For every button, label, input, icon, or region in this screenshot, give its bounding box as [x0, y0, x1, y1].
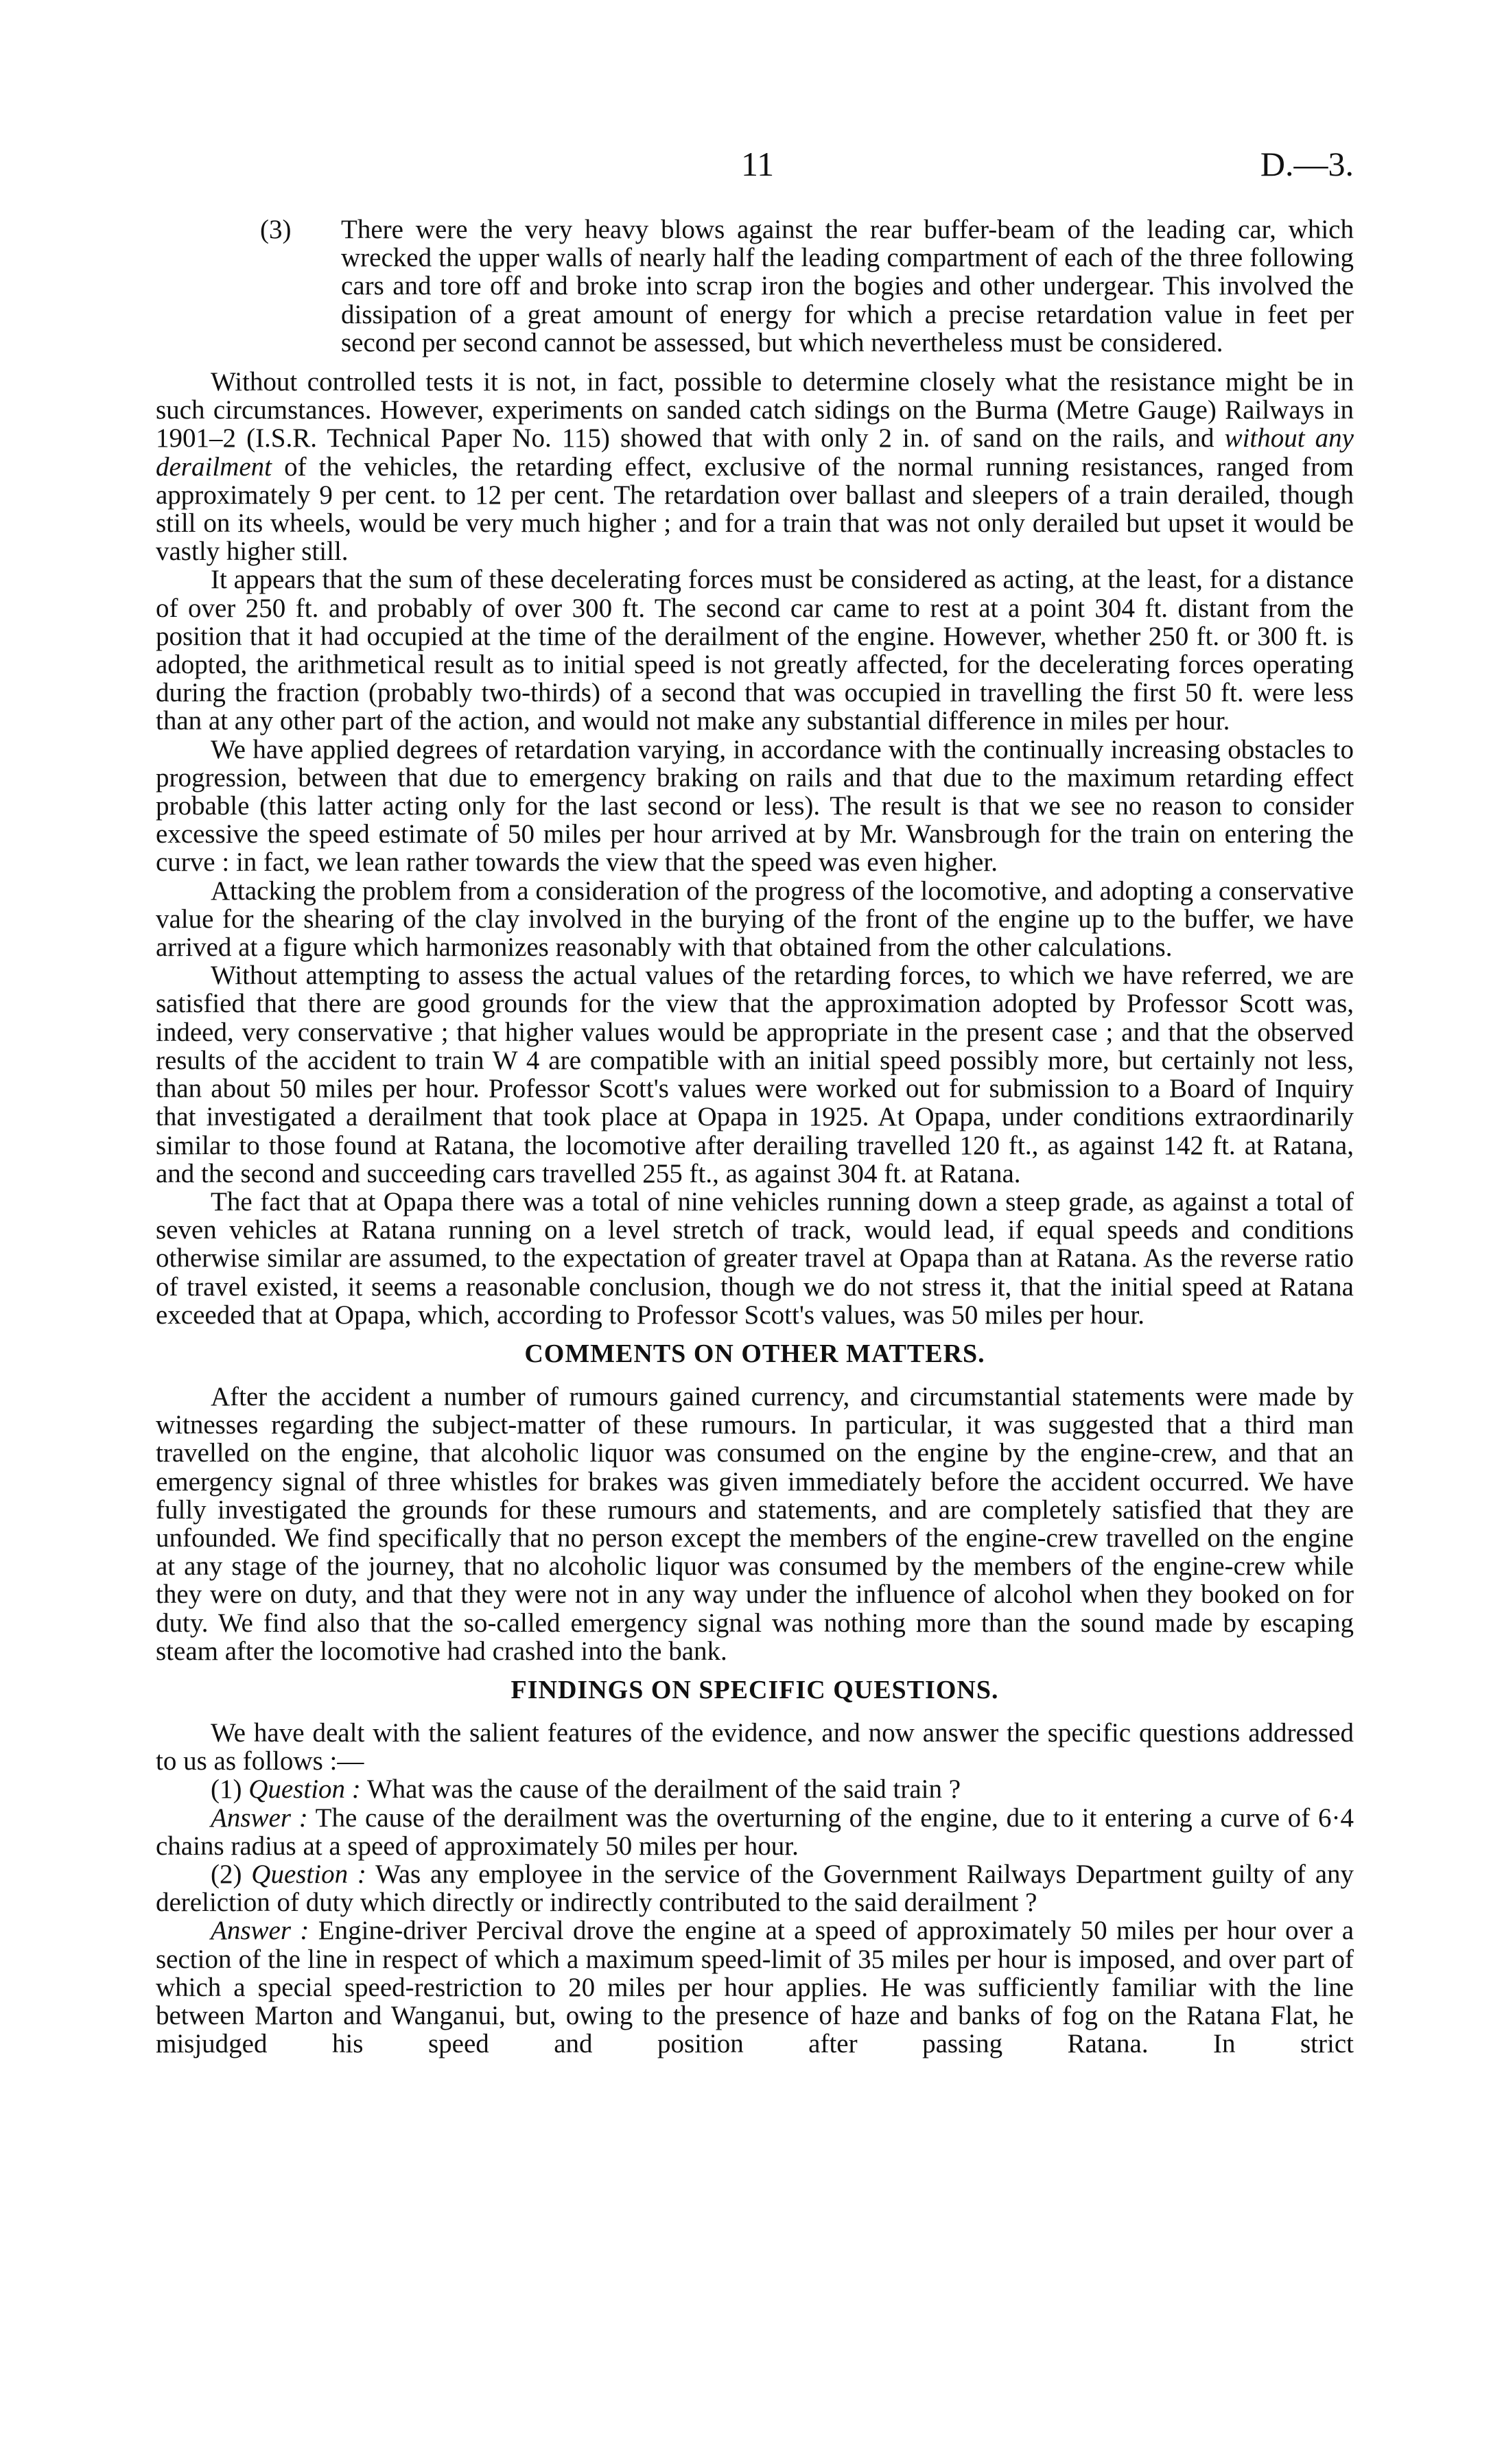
answer-2: [156, 1916, 1354, 2058]
italic-text: without any derailment: [156, 423, 1354, 482]
list-item-3: [156, 215, 1354, 357]
question-text: Was any employee in the service of the Government Railways Department guilty of any dereliction of duty which directly or indirectly contributed to the said derailment ?: [156, 1859, 1354, 1918]
question-number: (1): [211, 1774, 249, 1805]
paragraph: The fact that at Opapa there was a total of nine vehicles running down a steep grade, as against a total of seven vehicles at Ratana running on a level stretch of track, would lead, if equal speeds and conditions otherwise similar are assumed, to the expectation of greater travel at Opapa than at Ratana. As the reverse ratio of travel existed, it seems a reasonable conclusion, though we do not stress it, that the initial speed at Ratana exceeded that at Opapa, which, according to Professor Scott's values, was 50 miles per hour.: [156, 1186, 1354, 1330]
paragraph: We have dealt with the salient features of the evidence, and now answer the specific questions addressed to us as follows :—: [156, 1717, 1354, 1776]
paragraph: After the accident a number of rumours gained currency, and circumstantial statements were made by witnesses regarding the subject-matter of these rumours. In particular, it was suggested that a third man travelled on the engine, that alcoholic liquor was consumed on the engine by the engine-crew, and that an emergency signal of three whistles for brakes was given immediately before the accident occurred. We have fully investigated the grounds for these rumours and statements, and are completely satisfied that they are unfounded. We find specifically that no person except the members of the engine-crew travelled on the engine at any stage of the journey, that no alcoholic liquor was consumed by the members of the engine-crew while they were on duty, and that they were not in any way under the influence of alcohol when they booked on for duty. We find also that the so-called emergency signal was nothing more than the sound made by escaping steam after the locomotive had crashed into the bank.: [156, 1381, 1354, 1666]
question-label: Question :: [251, 1859, 366, 1889]
answer-text: The cause of the derailment was the overturning of the engine, due to it entering a curve of 6·4 chains radius at a speed of approximately 50 miles per hour.: [156, 1803, 1354, 1861]
list-item-label: (3): [260, 215, 292, 244]
paragraph: [156, 368, 1354, 565]
document-reference: D.—3.: [1260, 145, 1354, 183]
page-header: [0, 144, 1491, 185]
paragraph: Attacking the problem from a consideration of the progress of the locomotive, and adopting a conservative value for the shearing of the clay involved in the burying of the front of the engine up to the buffer, we have arrived at a figure which harmonizes reasonably with that obtained from the other calculations.: [156, 876, 1354, 963]
question-label: Question :: [248, 1774, 361, 1805]
answer-label: Answer :: [211, 1803, 308, 1833]
question-text: What was the cause of the derailment of the said train ?: [360, 1774, 961, 1805]
paragraph-text: of the vehicles, the retarding effect, exclusive of the normal running resistances, ranged from approximately 9 per cent. to 12 per cent. The retardation over ballast and sleepers of a train derailed, though still on its wheels, would be very much higher ; and for a train that was not only derailed but upset it would be vastly higher still.: [156, 451, 1354, 567]
paragraph: We have applied degrees of retardation varying, in accordance with the continually increasing obstacles to progression, between that due to emergency braking on rails and that due to the maximum retarding effect probable (this latter acting only for the last second or less). The result is that we see no reason to consider excessive the speed estimate of 50 miles per hour arrived at by Mr. Wansbrough for the train on entering the curve : in fact, we lean rather towards the view that the speed was even higher.: [156, 734, 1354, 878]
page-number: 11: [741, 145, 775, 183]
answer-1: [156, 1804, 1354, 1860]
question-number: (2): [211, 1859, 252, 1889]
section-heading-findings: FINDINGS ON SPECIFIC QUESTIONS.: [510, 1675, 999, 1704]
list-item-text: There were the very heavy blows against the rear buffer-beam of the leading car, which wrecked the upper walls of nearly half the leading compartment of each of the three following cars and tore off and broke into scrap iron the bogies and other undergear. This involved the dissipation of a great amount of energy for which a precise retardation value in feet per second per second cannot be assessed, but which nevertheless must be considered.: [341, 215, 1354, 357]
question-1: [156, 1775, 1354, 1803]
answer-label: Answer :: [211, 1916, 309, 1946]
question-2: [156, 1860, 1354, 1916]
answer-text: Engine-driver Percival drove the engine at a speed of approximately 50 miles per hour over a section of the line in respect of which a maximum speed-limit of 35 miles per hour is imposed, and over part of which a special speed-restriction to 20 miles per hour applies. He was sufficiently familiar with the line between Marton and Wanganui, but, owing to the presence of haze and banks of fog on the Ratana Flat, he misjudged his speed and position after passing Ratana. In strict: [156, 1916, 1354, 2059]
document-body: [156, 215, 1354, 2058]
paragraph-text: Without controlled tests it is not, in fact, possible to determine closely what the resistance might be in such circumstances. However, experiments on sanded catch sidings on the Burma (Metre Gauge) Railways in 1901–2 (I.S.R. Technical Paper No. 115) showed that with only 2 in. of sand on the rails, and: [156, 367, 1354, 454]
section-heading-comments: COMMENTS ON OTHER MATTERS.: [524, 1339, 985, 1368]
paragraph: Without attempting to assess the actual values of the retarding forces, to which we have referred, we are satisfied that there are good grounds for the view that the approximation adopted by Professor Scott was, indeed, very conservative ; that higher values would be appropriate in the present case ; and that the observed results of the accident to train W 4 are compatible with an initial speed possibly more, but certainly not less, than about 50 miles per hour. Professor Scott's values were worked out for submission to a Board of Inquiry that investigated a derailment that took place at Opapa in 1925. At Opapa, under conditions extraordinarily similar to those found at Ratana, the locomotive after derailing travelled 120 ft., as against 142 ft. at Ratana, and the second and succeeding cars travelled 255 ft., as against 304 ft. at Ratana.: [156, 961, 1354, 1188]
paragraph: It appears that the sum of these decelerating forces must be considered as acting, at the least, for a distance of over 250 ft. and probably of over 300 ft. The second car came to rest at a point 304 ft. distant from the position that it had occupied at the time of the derailment of the engine. However, whether 250 ft. or 300 ft. is adopted, the arithmetical result as to initial speed is not greatly affected, for the decelerating forces operating during the fraction (probably two-thirds) of a second that was occupied in travelling the first 50 ft. were less than at any other part of the action, and would not make any substantial difference in miles per hour.: [156, 565, 1354, 736]
